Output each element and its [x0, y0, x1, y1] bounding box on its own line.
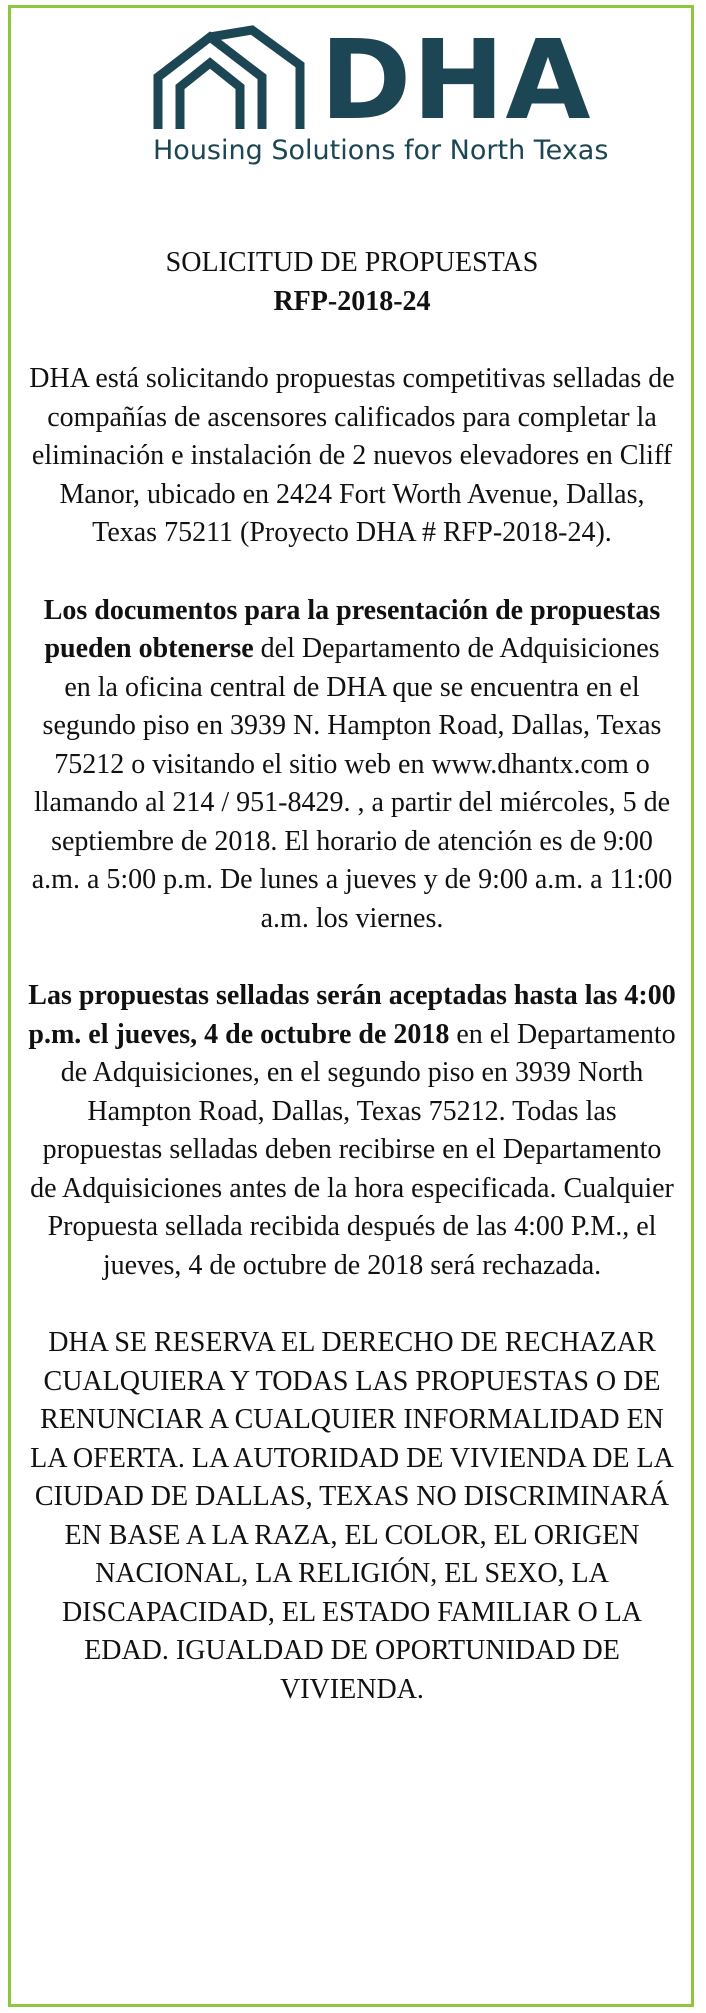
deadline-text: en el Departamento de Adquisiciones, en el segundo piso en 3939 North Hampton Road, Dallas, Texas 75212. Todas las propuestas selladas deben recibirse en el Departamento de Adquisiciones antes de la hora especificada. Cualquier Propuesta sellada recibida después de las 4:00 P.M., el jueves, 4 de octubre de 2018 será rechazada.: [30, 1018, 676, 1281]
deadline-paragraph: [28, 977, 676, 1285]
document-title: SOLICITUD DE PROPUESTAS: [165, 247, 539, 278]
logo-tagline: Housing Solutions for North Texas: [153, 135, 609, 166]
house-outline-logo-icon: [150, 25, 318, 135]
dha-logo: [150, 16, 609, 180]
notice-body: [28, 244, 676, 1709]
intro-paragraph: DHA está solicitando propuestas competitivas selladas de compañías de ascensores calificados para completar la eliminación e instalación de 2 nuevos elevadores en Cliff Manor, ubicado en 2424 Fort Worth Avenue, Dallas, Texas 75211 (Proyecto DHA # RFP-2018-24).: [29, 363, 675, 548]
rfp-number: RFP-2018-24: [273, 285, 431, 317]
documents-text: del Departamento de Adquisiciones en la oficina central de DHA que se encuentra en el segundo piso en 3939 N. Hampton Road, Dallas, Texas 75212 o visitando el sitio web en www.dhantx.com o llamando al 214 / 951-8429. , a partir del miércoles, 5 de septiembre de 2018. El horario de atención es de 9:00 a.m. a 5:00 p.m. De lunes a jueves y de 9:00 a.m. a 11:00 a.m. los viernes.: [31, 633, 673, 934]
documents-paragraph: [28, 592, 676, 939]
documents-bold-text: Los documentos para la presentación de propuestas pueden obtenerse: [43, 594, 661, 664]
legal-notice-paragraph: DHA SE RESERVA EL DERECHO DE RECHAZAR CUALQUIERA Y TODAS LAS PROPUESTAS O DE RENUNCIAR A CUALQUIER INFORMALIDAD EN LA OFERTA. LA AUTORIDAD DE VIVIENDA DE LA CIUDAD DE DALLAS, TEXAS NO DISCRIMINARÁ EN BASE A LA RAZA, EL COLOR, EL ORIGEN NACIONAL, LA RELIGIÓN, EL SEXO, LA DISCAPACIDAD, EL ESTADO FAMILIAR O LA EDAD. IGUALDAD DE OPORTUNIDAD DE VIVIENDA.: [30, 1327, 674, 1705]
logo-letters: DHA: [320, 16, 592, 144]
deadline-bold-text: Las propuestas selladas serán aceptadas hasta las 4:00 p.m. el jueves, 4 de octubre de 2018: [28, 980, 676, 1050]
